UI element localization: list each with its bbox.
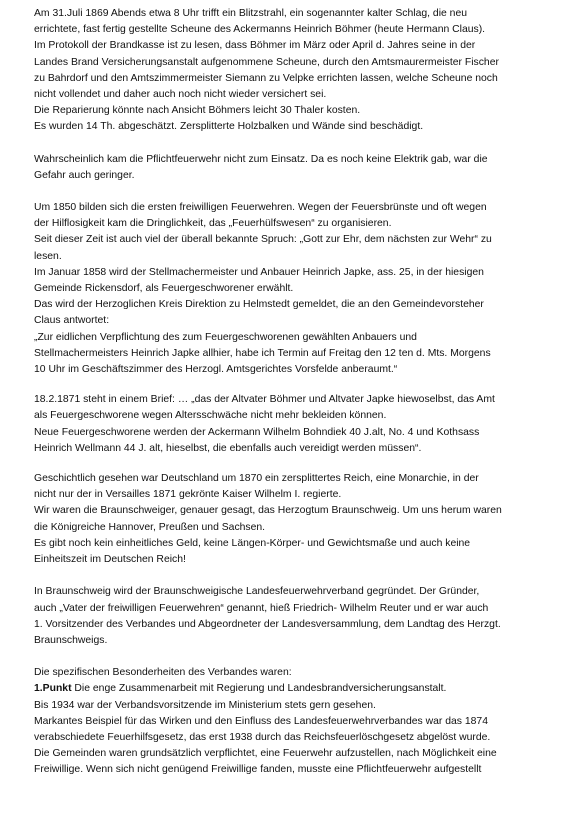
text-line: Die spezifischen Besonderheiten des Verbandes waren:: [34, 667, 292, 679]
text-line: Seit dieser Zeit ist auch viel der überall bekannte Spruch: „Gott zur Ehr, dem nächsten zur Wehr“ zu: [34, 234, 492, 246]
text-line: als Feuergeschworene wegen Altersschwäche nicht mehr bekleiden können.: [34, 410, 387, 422]
text-line: Einheitszeit im Deutschen Reich!: [34, 554, 186, 566]
text-line: Freiwillige. Wenn sich nicht genügend Freiwillige fanden, musste eine Pflichtfeuerwehr aufgestellt: [34, 764, 482, 776]
text-line: 18.2.1871 steht in einem Brief: … „das der Altvater Böhmer und Altvater Japke hiewoselbst, das Amt: [34, 394, 495, 406]
text-line: Heinrich Wellmann 44 J. alt, hieselbst, die ebenfalls auch vereidigt werden müssen“.: [34, 442, 422, 454]
text-line: 1. Vorsitzender des Verbandes und Abgeordneter der Landesversammlung, dem Landtag des Herzgt.: [34, 618, 501, 630]
paragraph-lightning-1869: [34, 6, 561, 136]
paragraph-geschichte: [34, 471, 561, 568]
text-line: Das wird der Herzoglichen Kreis Direktion zu Helmstedt gemeldet, die an den Gemeindevorsteher: [34, 299, 484, 311]
text-line: „Zur eidlichen Verpflichtung des zum Feuergeschworenen gewählten Anbauers und: [34, 331, 417, 343]
text-line: Braunschweigs.: [34, 634, 108, 646]
text-line: Es wurden 14 Th. abgeschätzt. Zersplitterte Holzbalken und Wände sind beschädigt.: [34, 121, 424, 133]
text-line: Am 31.Juli 1869 Abends etwa 8 Uhr trifft ein Blitzstrahl, ein sogenannter kalter Schlag, die neu: [34, 8, 468, 19]
paragraph-pflichtfeuerwehr: [34, 152, 561, 184]
text-line: Gemeinde Rickensdorf, als Feuergeschworener erwählt.: [34, 283, 294, 295]
text-line: errichtete, fast fertig gestellte Scheune des Ackermanns Heinrich Böhmer (heute Hermann Claus).: [34, 24, 486, 36]
text-line: Die Reparierung könnte nach Ansicht Böhmers leicht 30 Thaler kosten.: [34, 105, 361, 117]
point-text: Die enge Zusammenarbeit mit Regierung und Landesbrandversicherungsanstalt.: [71, 683, 447, 695]
text-line: Im Protokoll der Brandkasse ist zu lesen, dass Böhmer im März oder April d. Jahres seine in der: [34, 40, 476, 52]
paragraph-besonderheiten: [34, 665, 561, 778]
text-line: In Braunschweig wird der Braunschweigische Landesfeuerwehrverband gegründet. Der Gründer,: [34, 586, 480, 598]
text-line: auch „Vater der freiwilligen Feuerwehren“ genannt, hieß Friedrich- Wilhelm Reuter und er war auch: [34, 602, 489, 614]
text-line: Es gibt noch kein einheitliches Geld, keine Längen-Körper- und Gewichtsmaße und auch keine: [34, 537, 471, 549]
text-line: Markantes Beispiel für das Wirken und den Einfluss des Landesfeuerwehrverbandes war das 1874: [34, 715, 488, 727]
text-line: Stellmachermeisters Heinrich Japke allhier, habe ich Termin auf Freitag den 12 ten d. Mts. Morgens: [34, 347, 491, 359]
paragraph-landesfeuerwehrverband: [34, 584, 561, 649]
text-line: Geschichtlich gesehen war Deutschland um 1870 ein zersplittertes Reich, eine Monarchie, in der: [34, 473, 479, 485]
point-label: 1.Punkt: [34, 683, 72, 695]
text-line: zu Bahrdorf und den Amtszimmermeister Siemann zu Velpke errichten lassen, welche Scheune noch: [34, 72, 498, 84]
text-line: Im Januar 1858 wird der Stellmachermeister und Anbauer Heinrich Japke, ass. 25, in der hiesigen: [34, 266, 484, 278]
text-line: verabschiedete Feuerhilfsgesetz, das erst 1938 durch das Reichsfeuerlöschgesetz abgelöst wurde.: [34, 731, 491, 743]
text-line: Wahrscheinlich kam die Pflichtfeuerwehr nicht zum Einsatz. Da es noch keine Elektrik gab, war die: [34, 153, 488, 165]
point-line: [34, 681, 561, 697]
text-line: Wir waren die Braunschweiger, genauer gesagt, das Herzogtum Braunschweig. Um uns herum waren: [34, 505, 502, 517]
text-line: die Königreiche Hannover, Preußen und Sachsen.: [34, 521, 266, 533]
paragraph-brief-1871: [34, 392, 561, 457]
text-line: lesen.: [34, 250, 62, 262]
text-line: Landes Brand Versicherungsanstalt aufgenommene Scheune, durch den Amtsmaurermeister Fischer: [34, 56, 499, 68]
text-line: Claus antwortet:: [34, 315, 110, 327]
text-line: Die Gemeinden waren grundsätzlich verpflichtet, eine Feuerwehr aufzustellen, nach Möglichkeit eine: [34, 748, 497, 760]
text-line: 10 Uhr im Geschäftszimmer des Herzogl. Amtsgerichtes Vorsfelde anberaumt.“: [34, 364, 398, 376]
text-line: Bis 1934 war der Verbandsvorsitzende im Ministerium stets gern gesehen.: [34, 699, 376, 711]
text-line: der Hilflosigkeit kam die Dringlichkeit, das „Feuerhülfswesen“ zu organisieren.: [34, 218, 392, 230]
text-line: Gefahr auch geringer.: [34, 169, 135, 181]
text-line: Neue Feuergeschworene werden der Ackermann Wilhelm Bohndiek 40 J.alt, No. 4 und Kothsass: [34, 426, 480, 438]
text-line: nicht vollendet und daher auch noch nicht wieder versichert sei.: [34, 89, 327, 101]
text-line: Um 1850 bilden sich die ersten freiwilligen Feuerwehren. Wegen der Feuersbrünste und oft wegen: [34, 202, 487, 214]
text-line: nicht nur der in Versailles 1871 gekrönte Kaiser Wilhelm I. regierte.: [34, 489, 342, 501]
paragraph-freiwillige-feuerwehren: [34, 200, 561, 378]
